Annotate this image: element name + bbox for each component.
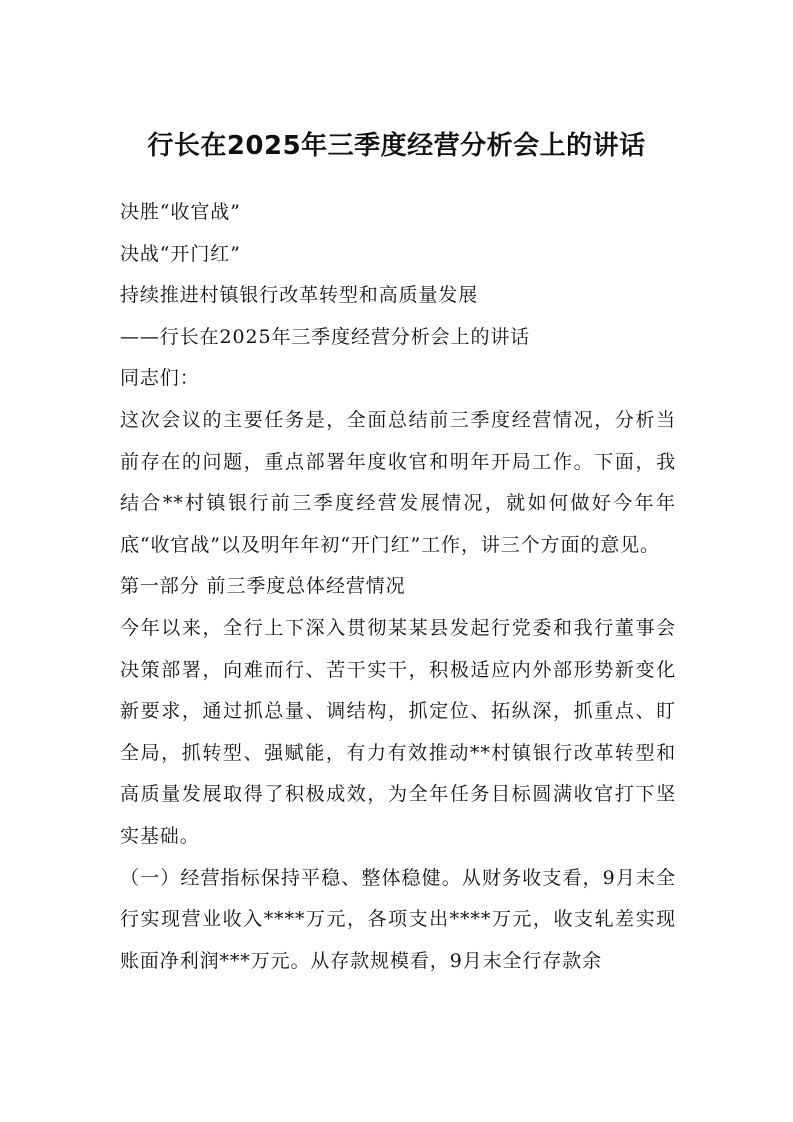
- section-heading-1: 第一部分 前三季度总体经营情况: [120, 575, 406, 598]
- subsection-1-paragraph: （一）经营指标保持平稳、整体稳健。从财务收支看，9月末全行实现营业收入****万元，各项支出****万元，收支轧差实现账面净利润***万元。从存款规模看，9月末全行存款余: [120, 866, 676, 972]
- intro-paragraph: 这次会议的主要任务是，全面总结前三季度经营情况，分析当前存在的问题，重点部署年度收官和明年开局工作。下面，我结合**村镇银行前三季度经营发展情况，就如何做好今年年底“收官战”以及明年年初“开门红”工作，讲三个方面的意见。: [120, 408, 676, 556]
- subtitle-line-4: ——行长在2025年三季度经营分析会上的讲话: [120, 325, 531, 348]
- subtitle-line-3: 持续推进村镇银行改革转型和高质量发展: [120, 284, 479, 307]
- subtitle-line-1: 决胜“收官战”: [120, 201, 241, 223]
- subtitle-line-2: 决战“开门红”: [120, 242, 241, 265]
- document-body: [120, 192, 676, 982]
- document-title: 行长在2025年三季度经营分析会上的讲话: [147, 131, 646, 161]
- salutation: 同志们：: [120, 367, 200, 390]
- section-1-paragraph: 今年以来，全行上下深入贯彻某某县发起行党委和我行董事会决策部署，向难而行、苦干实干，积极适应内外部形势新变化新要求，通过抓总量、调结构，抓定位、拓纵深，抓重点、盯全局，抓转型、强赋能，有力有效推动**村镇银行改革转型和高质量发展取得了积极成效，为全年任务目标圆满收官打下坚实基础。: [120, 616, 676, 847]
